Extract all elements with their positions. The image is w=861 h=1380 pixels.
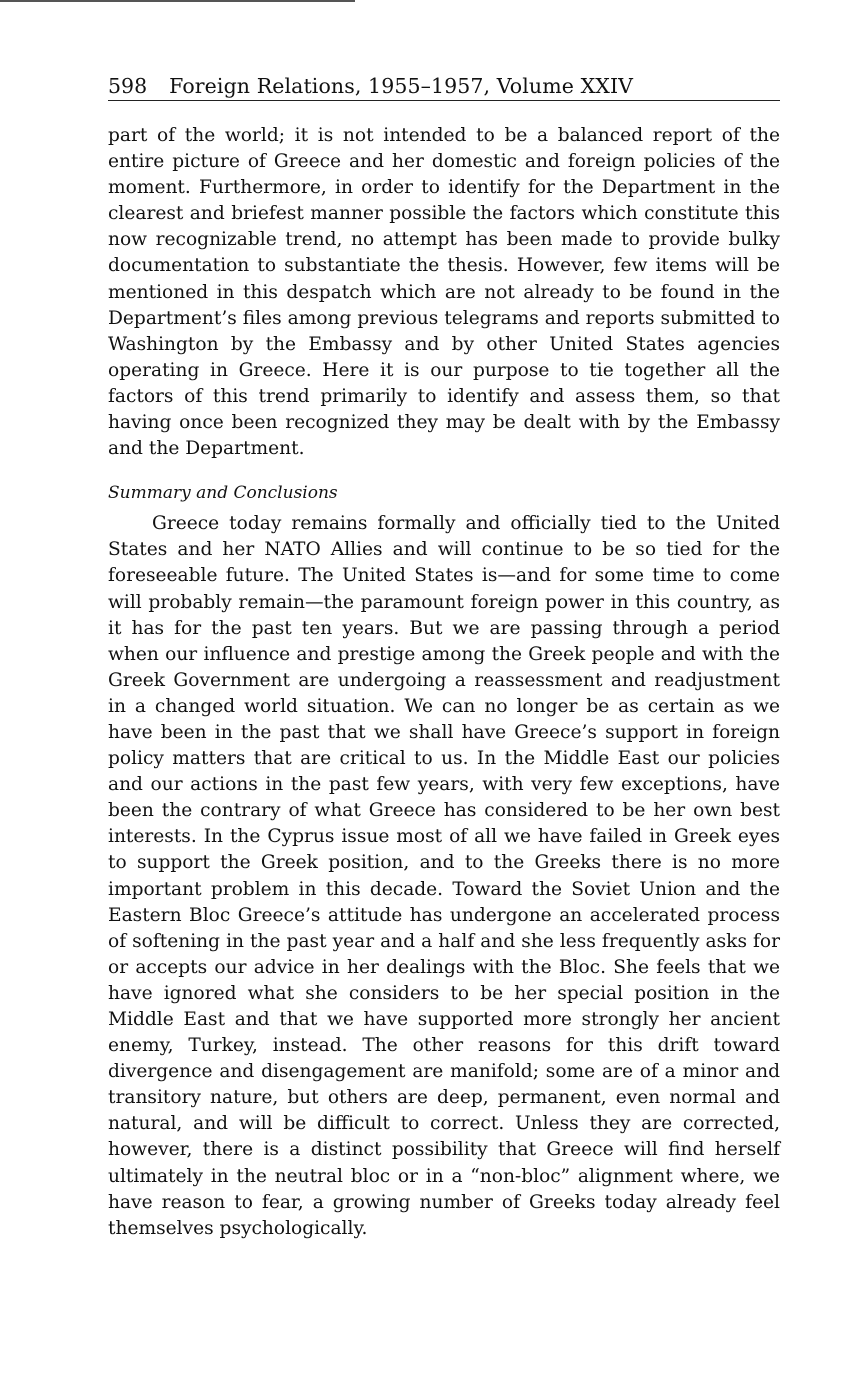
running-title: Foreign Relations, 1955–1957, Volume XXIV xyxy=(169,74,634,98)
page-number: 598 xyxy=(108,74,148,98)
summary-paragraph: Greece today remains formally and officially tied to the United States and her NATO Allies and will continue to be so tied for the foreseeable future. The United States is—and for some time to come will probably remain—the paramount foreign power in this country, as it has for the past ten years. But we are passing through a period when our influence and prestige among the Greek people and with the Greek Government are undergoing a reassessment and readjustment in a changed world situation. We can no longer be as certain as we have been in the past that we shall have Greece’s support in foreign policy matters that are critical to us. In the Middle East our policies and our actions in the past few years, with very few exceptions, have been the contrary of what Greece has considered to be her own best interests. In the Cyprus issue most of all we have failed in Greek eyes to support the Greek position, and to the Greeks there is no more important problem in this decade. Toward the Soviet Union and the Eastern Bloc Greece’s attitude has undergone an accelerated process of softening in the past year and a half and she less frequently asks for or accepts our advice in her dealings with the Bloc. She feels that we have ignored what she considers to be her special position in the Middle East and that we have supported more strongly her ancient enemy, Turkey, instead. The other reasons for this drift toward divergence and disengagement are manifold; some are of a minor and transitory nature, but others are deep, permanent, even normal and natural, and will be difficult to correct. Unless they are corrected, however, there is a distinct possibility that Greece will find herself ultimately in the neutral bloc or in a “non-bloc” alignment where, we have reason to fear, a growing number of Greeks today already feel themselves psychologically. xyxy=(108,513,780,1239)
section-heading: Summary and Conclusions xyxy=(108,483,338,504)
document-page xyxy=(108,74,780,1242)
running-header xyxy=(108,74,780,101)
continued-paragraph: part of the world; it is not intended to be a balanced report of the entire picture of Greece and her domestic and foreign policies of the moment. Furthermore, in order to identify for the Department in the clearest and briefest manner possible the factors which constitute this now recognizable trend, no attempt has been made to provide bulky documentation to substantiate the thesis. However, few items will be mentioned in this despatch which are not already to be found in the Department’s files among previous telegrams and reports submitted to Washington by the Embassy and by other United States agencies operating in Greece. Here it is our purpose to tie together all the factors of this trend primarily to identify and assess them, so that having once been recognized they may be dealt with by the Embassy and the Department. xyxy=(108,125,780,460)
scan-edge-line xyxy=(0,0,355,2)
